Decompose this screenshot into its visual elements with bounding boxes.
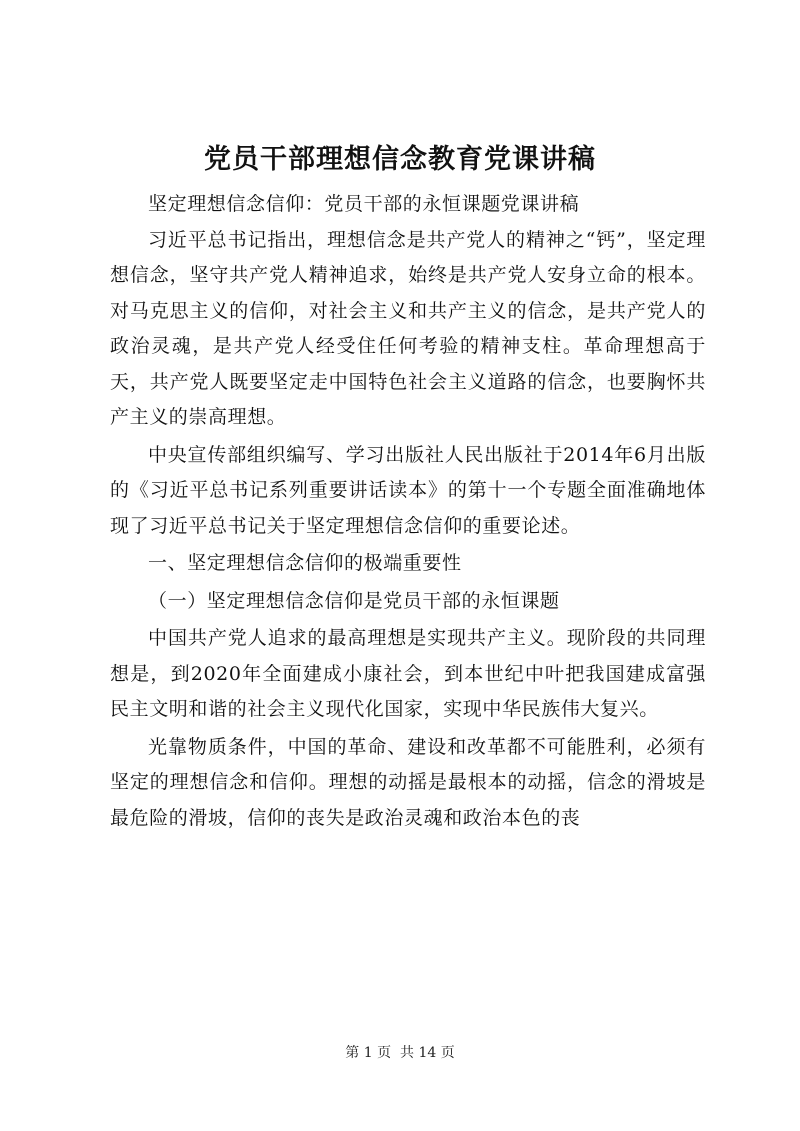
document-body: [110, 187, 706, 836]
subtitle-paragraph: 坚定理想信念信仰：党员干部的永恒课题党课讲稿: [148, 193, 580, 215]
body-paragraph: 中国共产党人追求的最高理想是实现共产主义。现阶段的共同理想是，到2020年全面建成小康社会，到本世纪中叶把我国建成富强民主文明和谐的社会主义现代化国家，实现中华民族伟大复兴。: [110, 627, 706, 720]
subsection-heading: （一）坚定理想信念信仰是党员干部的永恒课题: [148, 589, 560, 612]
section-heading: 一、坚定理想信念信仰的极端重要性: [148, 552, 462, 574]
body-paragraph: 中央宣传部组织编写、学习出版社人民出版社于2014年6月出版的《习近平总书记系列重要讲话读本》的第十一个专题全面准确地体现了习近平总书记关于坚定理想信念信仰的重要论述。: [110, 443, 706, 537]
page-footer: [0, 1043, 800, 1063]
body-paragraph: 光靠物质条件，中国的革命、建设和改革都不可能胜利，必须有坚定的理想信念和信仰。理想的动摇是最根本的动摇，信念的滑坡是最危险的滑坡，信仰的丧失是政治灵魂和政治本色的丧: [110, 735, 706, 829]
body-paragraph: 习近平总书记指出，理想信念是共产党人的精神之“钙”，坚定理想信念，坚守共产党人精神追求，始终是共产党人安身立命的根本。对马克思主义的信仰，对社会主义和共产主义的信念，是共产党人的政治灵魂，是共产党人经受住任何考验的精神支柱。革命理想高于天，共产党人既要坚定走中国特色社会主义道路的信念，也要胸怀共产主义的崇高理想。: [110, 228, 706, 428]
document-title: 党员干部理想信念教育党课讲稿: [204, 144, 596, 175]
page-number-label: 第 1 页 共 14 页: [345, 1045, 455, 1061]
